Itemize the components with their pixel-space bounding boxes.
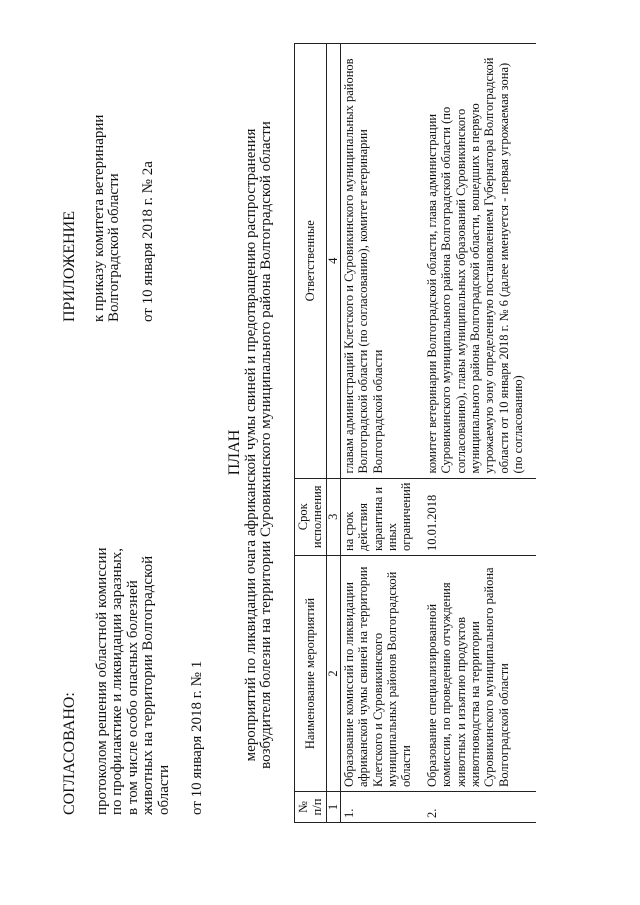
annex-date: от 10 января 2018 г. № 2а xyxy=(139,161,156,322)
column-number: 1 xyxy=(326,792,340,823)
approval-block xyxy=(62,545,206,815)
row-name: Образование комиссий по ликвидации африканской чумы свиней на территории Клетского и Суровикинского муниципальных районов Волгоградской области xyxy=(340,556,424,792)
column-number: 4 xyxy=(326,44,340,479)
column-number: 3 xyxy=(326,478,340,555)
row-name: Образование специализированной комиссии, по проведению отчуждения животных и изъятию продуктов животноводства на территории Суровикинского муниципального района Волгоградской области xyxy=(424,556,536,792)
annex-heading: ПРИЛОЖЕНИЕ xyxy=(61,210,78,322)
annex-body: к приказу комитета ветеринарии Волгоградской области xyxy=(90,114,122,322)
row-num: 2. xyxy=(424,792,536,823)
table-header-row xyxy=(295,44,327,823)
column-number: 2 xyxy=(326,556,340,792)
approval-body: протоколом решения областной комиссии по профилактике и ликвидации заразных, в том числе особо опасных болезней животных на территории Волгоградской области xyxy=(93,547,172,815)
row-resp: комитет ветеринарии Волгоградской области, глава администрации Суровикинского муниципального района Волгоградской области (по согласованию), главы муниципальных образований Суровикинского муниципального района Волгоградской области, вошедших в первую угрожаемую зону определенную постановлением Губернатора Волгоградской области от 10 января 2018 г. № 6 (далее именуется - первая угрожаемая зона) (по согласованию) xyxy=(424,44,536,479)
row-resp: главам администраций Клетского и Суровикинского муниципальных районов Волгоградской области (по согласованию), комитет ветеринарии Волгоградской области xyxy=(340,44,424,479)
annex-block xyxy=(62,22,156,322)
plan-subtitle: мероприятий по ликвидации очага африканской чумы свиней и предотвращению распространения возбудителя болезни на территории Суровикинского муниципального района Волгоградской области xyxy=(243,121,274,769)
approval-heading: СОГЛАСОВАНО: xyxy=(61,692,78,815)
header-name: Наименование мероприятий xyxy=(295,556,327,792)
row-num: 1. xyxy=(340,792,424,823)
column-number-row xyxy=(326,44,340,823)
plan-table xyxy=(294,43,536,823)
header-resp: Ответственные xyxy=(295,44,327,479)
plan-title: ПЛАН xyxy=(226,429,243,476)
row-term: 10.01.2018 xyxy=(424,478,536,555)
row-term: на срок действия карантина и иных ограничений xyxy=(340,478,424,555)
table-row xyxy=(424,44,536,823)
approval-date: от 10 января 2018 г. № 1 xyxy=(189,660,205,815)
header-num: № п/п xyxy=(295,792,327,823)
table-row xyxy=(340,44,424,823)
header-term: Срок исполнения xyxy=(295,478,327,555)
